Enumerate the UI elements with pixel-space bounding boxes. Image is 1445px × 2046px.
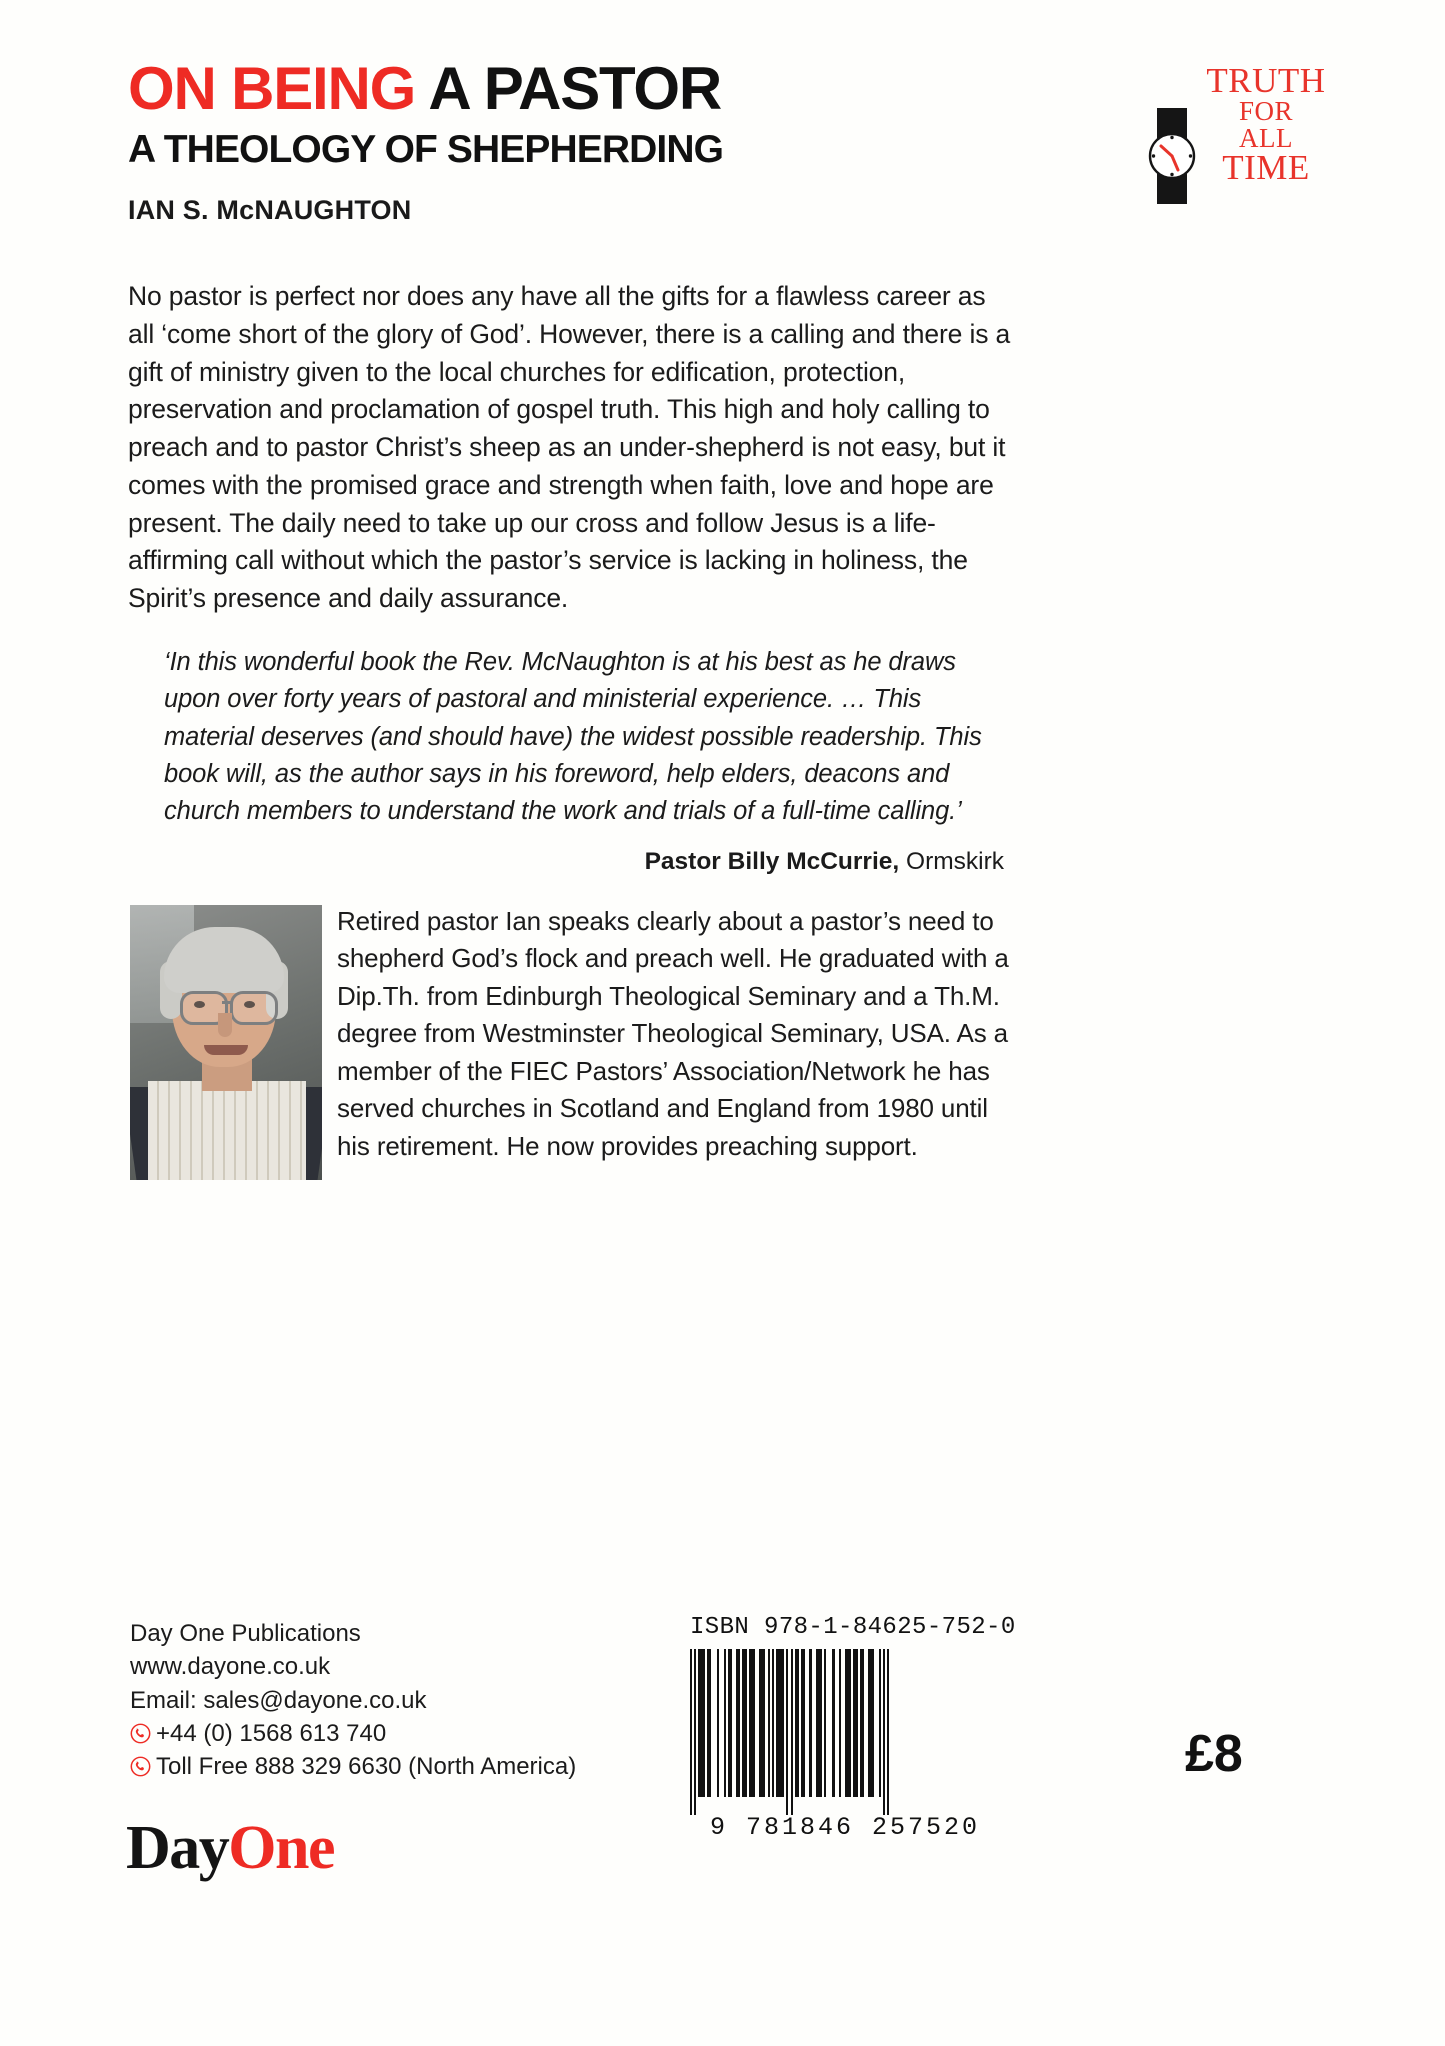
endorsement-quote: ‘In this wonderful book the Rev. McNaughton is at his best as he draws upon over forty years of pastoral and ministerial experience. … This material deserves (and should have) the widest possible readership. This book will, as the author says in his foreword, help elders, deacons and church members to understand the work and trials of a full-time calling.’ [164, 648, 982, 826]
author-photo [130, 905, 322, 1180]
dayone-logo [126, 1814, 335, 1882]
dayone-logo-one: One [228, 1814, 335, 1882]
author-bio-text: Retired pastor Ian speaks clearly about a pastor’s need to shepherd God’s flock and preach well. He graduated with a Dip.Th. from Edinburgh Theological Seminary and a Th.M. degree from Westminster Theological Seminary, USA. As a member of the FIEC Pastors’ Association/Network he has served churches in Scotland and England from 1980 until his retirement. He now provides preaching support. [337, 906, 1009, 1161]
publisher-phone-us-row [130, 1750, 650, 1783]
title-black-part: A PASTOR [415, 55, 721, 122]
dayone-logo-day: Day [126, 1814, 229, 1882]
page-title [128, 55, 888, 122]
barcode-digits: 9 781846 257520 [709, 1813, 981, 1842]
publisher-website[interactable]: www.dayone.co.uk [130, 1653, 331, 1681]
cover-subtitle: A THEOLOGY OF SHEPHERDING [128, 128, 724, 172]
publisher-phone-uk-row [130, 1717, 650, 1750]
publisher-details [130, 1617, 650, 1784]
endorsement-attribution [164, 848, 1004, 876]
phone-icon [130, 1756, 151, 1777]
price-label: £8 [1185, 1725, 1243, 1783]
endorsement-block [164, 644, 1004, 876]
barcode-bars [690, 1649, 1000, 1815]
phone-icon [130, 1723, 151, 1744]
back-cover-blurb: No pastor is perfect nor does any have all the gifts for a flawless career as all ‘come short of the glory of God’. However, there is a calling and there is a gift of ministry given to the local churches for edification, protection, preservation and proclamation of gospel truth. This high and holy calling to preach and to pastor Christ’s sheep as an under-shepherd is not easy, but it comes with the promised grace and strength when faith, love and hope are present. The daily need to take up our cross and follow Jesus is a life-affirming call without which the pastor’s service is lacking in holiness, the Spirit’s presence and daily assurance. [128, 281, 1011, 613]
title-block [128, 55, 888, 226]
cover-author: IAN S. McNAUGHTON [128, 195, 412, 226]
series-logo-line-4: TIME [1222, 148, 1310, 188]
endorsement-attribution-place: Ormskirk [899, 847, 1004, 875]
truth-for-all-time-logo [1140, 61, 1330, 254]
series-logo-line-1: TRUTH [1206, 61, 1326, 100]
publisher-email[interactable]: Email: sales@dayone.co.uk [130, 1686, 427, 1714]
cover-header [128, 55, 1335, 258]
endorsement-attribution-name: Pastor Billy McCurrie, [644, 847, 900, 875]
publisher-phone-us: Toll Free 888 329 6630 (North America) [156, 1753, 577, 1781]
isbn-label: ISBN 978-1-84625-752-0 [690, 1614, 1016, 1641]
series-logo-line-2: FOR [1238, 96, 1294, 127]
series-logo-line-3: ALL [1239, 122, 1293, 153]
publisher-phone-uk: +44 (0) 1568 613 740 [156, 1720, 387, 1748]
series-logo-text [1202, 61, 1330, 188]
wristwatch-icon [1144, 108, 1200, 204]
title-red-part: ON BEING [128, 55, 416, 122]
barcode-block [690, 1614, 1016, 1842]
publisher-name: Day One Publications [130, 1620, 361, 1647]
